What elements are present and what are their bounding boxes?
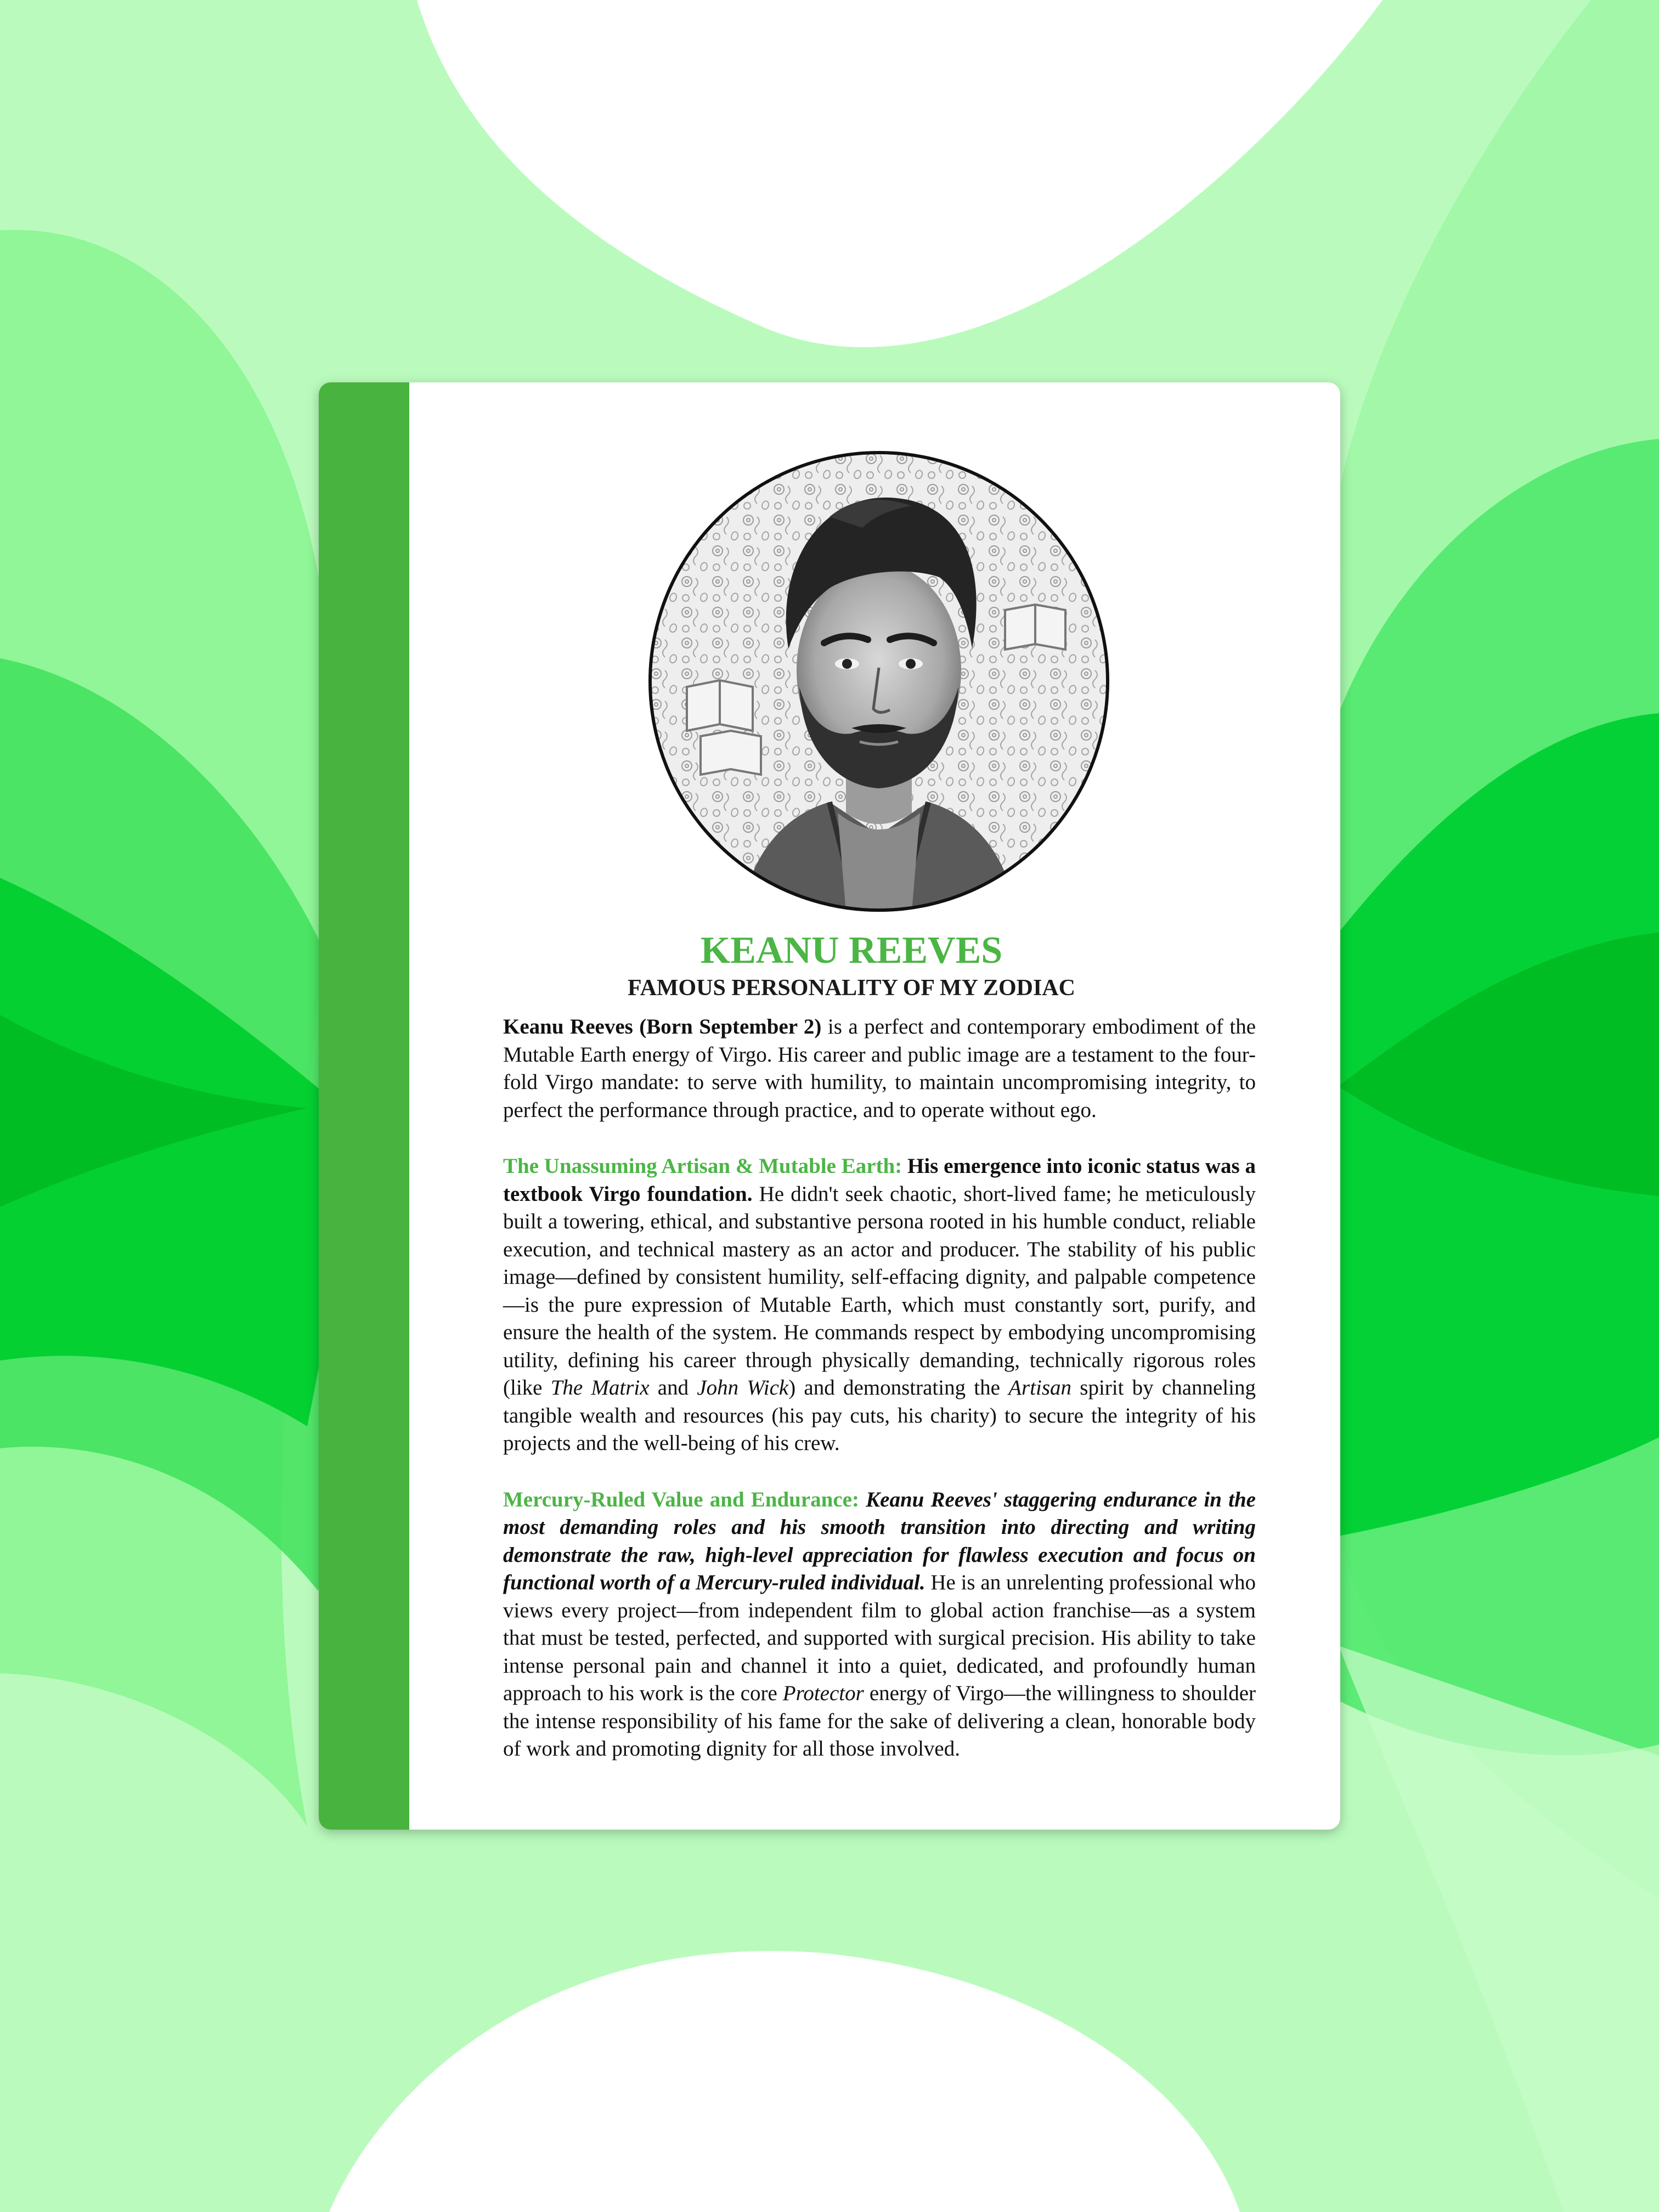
article-body: [503, 1013, 1256, 1763]
person-name: KEANU REEVES: [700, 929, 1003, 972]
section-mercury-text-2: energy of Virgo—the willingness to shoulder the intense responsibility of his fame for the sake of delivering a clean, honorable body of work and promoting dignity for all those involved.: [503, 1681, 1256, 1760]
card-spine: [319, 382, 409, 1830]
section-mercury-text-1: He is an unrelenting professional who views every project—from independent film to global action franchise—as a system that must be tested, perfected, and supported with surgical precision. His ability to take intense personal pain and channel it into a quiet, dedicated, and profoundly human approach to his work is the core: [503, 1571, 1256, 1705]
section-artisan-paragraph: [503, 1153, 1256, 1458]
section-artisan-heading: The Unassuming Artisan & Mutable Earth:: [503, 1154, 902, 1178]
profile-card: [319, 382, 1340, 1830]
section-mercury-lead: Keanu Reeves' staggering endurance in the most demanding roles and his smooth transition into directing and writing demonstrate the raw, high-level appreciation for flawless execution and focus on functional worth of a Mercury-ruled individual.: [503, 1487, 1256, 1594]
section-artisan-text-2: ) and demonstrating the: [788, 1376, 1009, 1400]
section-artisan-lead: His emergence into iconic status was a textbook Virgo foundation.: [503, 1154, 1256, 1206]
page-subtitle: FAMOUS PERSONALITY OF MY ZODIAC: [628, 975, 1075, 1001]
film-title-matrix: The Matrix: [550, 1376, 650, 1400]
artisan-term: Artisan: [1008, 1376, 1072, 1400]
section-artisan-text-3: spirit by channeling tangible wealth and resources (his pay cuts, his charity) to secure the integrity of his projects and the well-being of his crew.: [503, 1376, 1256, 1455]
protector-term: Protector: [782, 1681, 864, 1705]
section-mercury-paragraph: [503, 1486, 1256, 1763]
intro-text: is a perfect and contemporary embodiment of the Mutable Earth energy of Virgo. His career and public image are a testament to the four-fold Virgo mandate: to serve with humility, to maintain uncompromising integrity, to perfect the performance through practice, and to operate without ego.: [503, 1015, 1256, 1122]
intro-lead: Keanu Reeves (Born September 2): [503, 1015, 822, 1039]
section-mercury-heading: Mercury-Ruled Value and Endurance:: [503, 1487, 859, 1511]
film-title-john-wick: John Wick: [697, 1376, 789, 1400]
section-artisan-and: and: [649, 1376, 697, 1400]
portrait-image: [648, 451, 1109, 912]
intro-paragraph: [503, 1013, 1256, 1124]
section-artisan-text-1: He didn't seek chaotic, short-lived fame; he meticulously built a towering, ethical, and substantive persona rooted in his humble conduct, reliable execution, and technical mastery as an actor and producer. The stability of his public image—defined by consistent humility, self-effacing dignity, and palpable competence—is the pure expression of Mutable Earth, which must constantly sort, purify, and ensure the health of the system. He commands respect by embodying uncompromising utility, defining his career through physically demanding, technically rigorous roles (like: [503, 1182, 1256, 1400]
